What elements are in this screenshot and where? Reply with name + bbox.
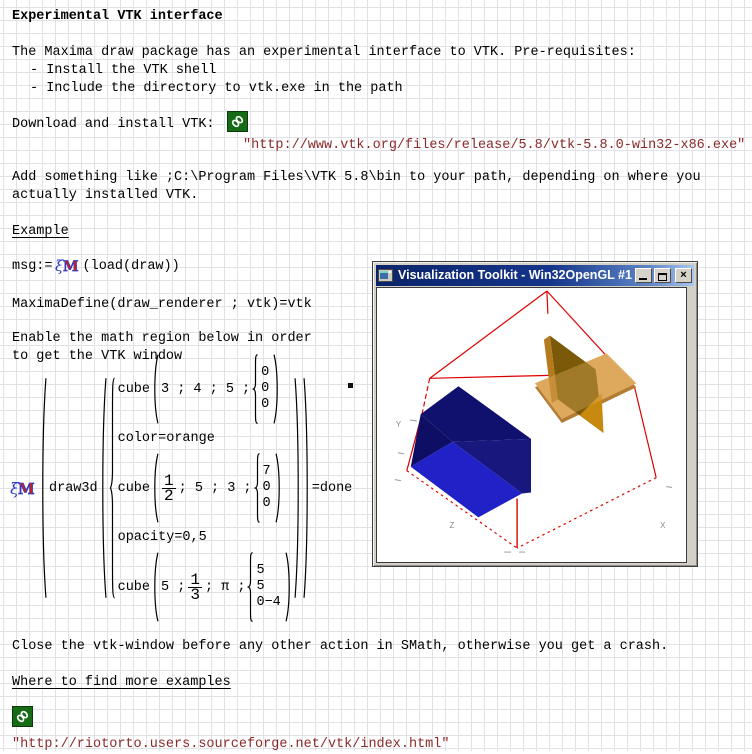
vector-brace <box>247 552 254 622</box>
blue-cube <box>411 386 531 517</box>
cube-row-3 <box>118 552 292 622</box>
path-note: Add something like ;C:\Program Files\VTK 5.8\bin to your path, depending on where you actually installed VTK. <box>12 170 701 203</box>
example-heading: Example <box>12 224 69 239</box>
svg-text:M: M <box>18 479 35 498</box>
enable-note-line1: Enable the math region below in order <box>12 331 312 346</box>
vector-brace <box>254 453 261 523</box>
vector-value: 0−4 <box>256 595 281 610</box>
cube-row-2 <box>118 453 292 523</box>
close-icon: × <box>680 269 687 281</box>
vector <box>254 453 273 523</box>
enable-note-line2: to get the VTK window <box>12 349 183 364</box>
close-button[interactable] <box>675 268 692 283</box>
paren-close <box>275 453 282 523</box>
intro-line: The Maxima draw package has an experimental interface to VTK. Pre-requisites: <box>12 45 636 60</box>
vector-value: 5 <box>256 579 265 594</box>
cube-args: 3 ; 4 ; 5 ; <box>161 381 251 397</box>
maximize-button[interactable] <box>654 268 671 283</box>
window-controls <box>635 268 692 283</box>
vtk-titlebar[interactable] <box>376 265 694 286</box>
examples-heading: Where to find more examples <box>12 675 231 690</box>
cube-args: 5 ; <box>161 579 186 595</box>
fraction: $\frac{1}{3}$ <box>190 570 200 604</box>
paren-open <box>152 453 159 523</box>
math-expr: (load(draw)) <box>82 258 180 274</box>
paren-close <box>303 376 310 600</box>
minimize-button[interactable] <box>635 268 652 283</box>
vector <box>252 354 271 424</box>
paren-close <box>273 354 280 424</box>
draw3d-func: draw3d <box>49 480 98 496</box>
vector-brace <box>252 354 259 424</box>
svg-text:ξ: ξ <box>54 257 63 275</box>
paren-open <box>100 376 107 600</box>
paren-close <box>294 376 301 600</box>
vtk-3d-scene <box>377 288 686 562</box>
orange-cubes <box>535 336 636 433</box>
examples-url[interactable]: "http://riotorto.users.sourceforge.net/vtk/index.html" <box>12 737 450 752</box>
download-label: Download and install VTK: <box>12 117 215 132</box>
paren-open <box>152 354 159 424</box>
intro-bullet-1: - Install the VTK shell <box>30 63 217 78</box>
option-row-opacity: opacity=0,5 <box>117 530 207 545</box>
draw3d-result: =done <box>311 480 353 496</box>
math-lhs: msg:= <box>12 258 53 274</box>
cube-fn: cube <box>117 381 151 397</box>
vector-value: 0 <box>261 397 270 412</box>
fraction: $\frac{1}{2}$ <box>164 471 174 505</box>
vector-value: 7 <box>262 464 271 479</box>
vector-value: 0 <box>261 365 270 380</box>
hyperlink-icon[interactable] <box>12 706 33 727</box>
option-row-color: color=orange <box>117 431 215 446</box>
page-title: Experimental VTK interface <box>12 9 223 24</box>
vector-value: 0 <box>262 496 271 511</box>
maxima-icon <box>55 257 79 275</box>
window-title: Visualization Toolkit - Win32OpenGL #1 <box>398 268 632 282</box>
draw3d-argument-list <box>118 352 292 624</box>
svg-text:M: M <box>62 259 79 275</box>
axis-label-y: Y <box>395 419 402 429</box>
cube-fn: cube <box>117 480 151 496</box>
minimize-icon <box>639 278 647 280</box>
vtk-download-url[interactable]: "http://www.vtk.org/files/release/5.8/vtk-5.8.0-win32-x86.exe" <box>243 138 746 153</box>
vector-value: 5 <box>256 563 265 578</box>
hyperlink-icon[interactable] <box>227 111 248 132</box>
close-warning: Close the vtk-window before any other action in SMath, otherwise you get a crash. <box>12 639 669 654</box>
paren-close <box>285 552 292 622</box>
vector-value: 0 <box>261 381 270 396</box>
cube-fn: cube <box>117 579 151 595</box>
system-brace <box>109 376 116 600</box>
math-region-load-draw[interactable] <box>12 257 180 275</box>
region-marker <box>348 383 353 388</box>
vtk-window <box>372 261 698 567</box>
axis-label-x: X <box>660 521 666 531</box>
paren-open <box>40 376 47 600</box>
app-icon <box>378 269 393 283</box>
svg-text:ξ: ξ <box>10 478 19 498</box>
cube-args: ; π ; <box>204 579 246 595</box>
math-region-maximadefine[interactable]: MaximaDefine(draw_renderer ; vtk)=vtk <box>12 297 312 312</box>
vector-value: 0 <box>262 480 271 495</box>
chain-link-icon <box>15 709 30 724</box>
maxima-icon <box>10 479 36 498</box>
axis-label-z: Z <box>449 521 455 531</box>
intro-bullet-2: - Include the directory to vtk.exe in the path <box>30 81 403 96</box>
math-region-draw3d[interactable] <box>10 365 353 610</box>
chain-link-icon <box>230 114 245 129</box>
cube-row-1 <box>118 354 292 424</box>
vtk-render-area[interactable] <box>376 287 687 563</box>
maximize-icon <box>658 273 667 281</box>
vector <box>247 552 282 622</box>
paren-open <box>152 552 159 622</box>
cube-args: ; 5 ; 3 ; <box>178 480 252 496</box>
